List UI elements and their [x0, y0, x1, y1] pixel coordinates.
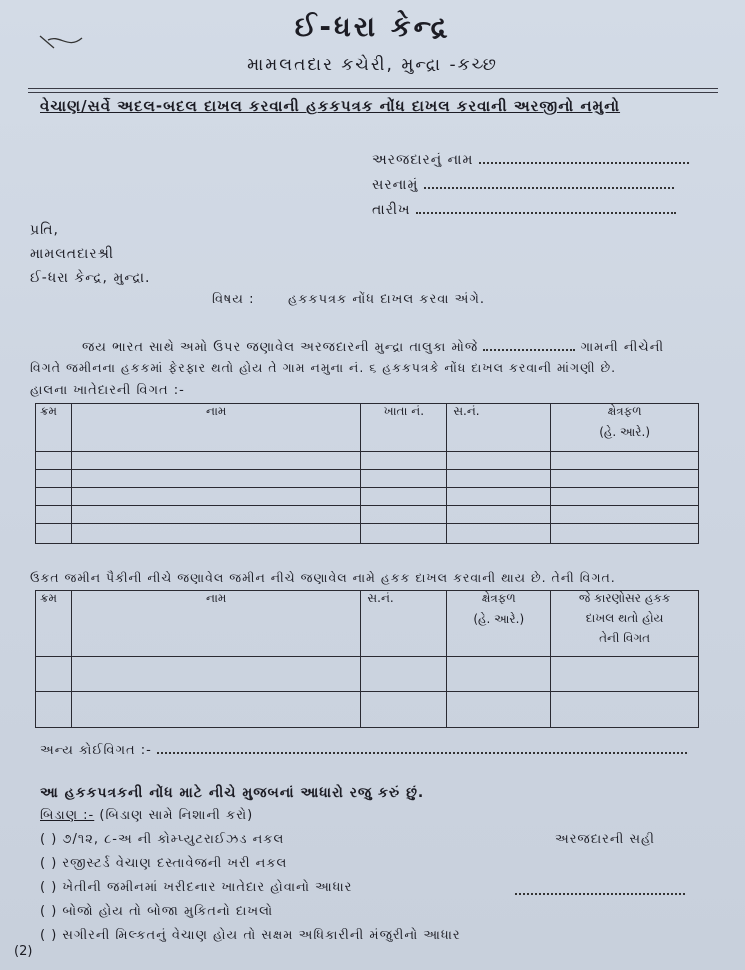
addressee-office: ઈ-ધરા કેન્દ્ર, મુન્દ્રા.: [30, 270, 151, 286]
table2-header-row: [36, 591, 699, 657]
top-rule: [28, 88, 718, 89]
table-row[interactable]: [36, 692, 699, 728]
enclosure-heading: [40, 808, 253, 823]
body-line-2: વિગતે જમીનના હકકમાં ફેરફાર થતો હોય તે ગામ નમુના નં. ૬ હકકપત્રકે નોંધ દાખલ કરવાની માંગણી છે.: [30, 360, 617, 375]
document-item-5[interactable]: [40, 928, 461, 943]
document-item-4-text: બોજો હોય તો બોજા મુકિતનો દાખલો: [62, 904, 274, 919]
table-row[interactable]: [36, 657, 699, 692]
applicant-name-blank[interactable]: [479, 150, 689, 164]
table2-header-area: [447, 591, 551, 657]
documents-intro: આ હકકપત્રકની નોંધ માટે નીચે મુજબનાં આધારો રજુ કરું છું.: [40, 785, 425, 801]
table1-header-survey-no: સ.નં.: [447, 404, 551, 452]
table2-reason-line-1: જે કારણોસર હકક: [578, 591, 671, 605]
applicant-date-blank[interactable]: [416, 200, 676, 214]
applicant-address-field[interactable]: [372, 175, 674, 193]
page-title: ઈ-ધરા કેન્દ્ર: [294, 10, 451, 43]
body-line-1-text: જય ભારત સાથે અમો ઉપર જણાવેલ અરજદારની મુન્દ્રા તાલુકા મોજે: [82, 340, 479, 355]
applicant-date-label: તારીખ: [372, 202, 411, 218]
enclosure-note: (બિડાણ સામે નિશાની કરો): [99, 808, 254, 823]
table1-caption: હાલના ખાતેદારની વિગત :-: [30, 383, 185, 398]
table2-area-label: ક્ષેત્રફળ: [481, 591, 516, 605]
table-row[interactable]: [36, 524, 699, 544]
document-item-3-text: ખેતીની જમીનમાં ખરીદનાર ખાતેદાર હોવાનો આધાર: [62, 880, 353, 895]
document-item-2[interactable]: [40, 856, 287, 871]
other-details-label: અન્ય કોઈવિગત :-: [40, 743, 152, 758]
document-checkbox-2[interactable]: ( ): [40, 856, 58, 871]
table-row[interactable]: [36, 452, 699, 470]
table2-header-survey-no: સ.નં.: [361, 591, 447, 657]
document-checkbox-3[interactable]: ( ): [40, 880, 58, 895]
table1-header-row: [36, 404, 699, 452]
document-item-2-text: રજીસ્ટર્ડ વેચાણ દસ્તાવેજની ખરી નકલ: [62, 856, 288, 871]
table2-header-serial: ક્રમ: [36, 591, 72, 657]
table1-header-serial: ક્રમ: [36, 404, 72, 452]
table1-area-label: ક્ષેત્રફળ: [607, 404, 642, 418]
current-holder-table: [35, 403, 699, 544]
subject-text: હકકપત્રક નોંધ દાખલ કરવા અંગે.: [288, 292, 485, 307]
applicant-address-blank[interactable]: [424, 175, 674, 189]
body-line-1-end: ગામની નીચેની: [580, 340, 665, 355]
table2-reason-line-2: દાખલ થતો હોય: [585, 611, 664, 625]
applicant-date-field[interactable]: [372, 200, 676, 218]
document-checkbox-4[interactable]: ( ): [40, 904, 58, 919]
document-item-1-text: ૭/૧૨, ૮-અ ની કોમ્પ્યુટરાઈઝડ નકલ: [62, 832, 285, 847]
table-row[interactable]: [36, 506, 699, 524]
document-item-1[interactable]: [40, 832, 284, 847]
document-item-4[interactable]: [40, 904, 273, 919]
top-rule-2: [28, 92, 718, 93]
village-blank[interactable]: [483, 337, 575, 351]
table2-caption: ઉકત જમીન પૈકીની નીચે જણાવેલ જમીન નીચે જણાવેલ નામે હકક દાખલ કરવાની થાય છે. તેની વિગત.: [30, 570, 616, 585]
other-details-field[interactable]: [40, 740, 687, 758]
applicant-address-label: સરનામું: [372, 177, 419, 193]
table1-header-name: નામ: [71, 404, 360, 452]
office-subtitle: મામલતદાર કચેરી, મુન્દ્રા -કચ્છ: [247, 55, 498, 75]
document-checkbox-5[interactable]: ( ): [40, 928, 58, 943]
document-item-3[interactable]: [40, 880, 352, 895]
new-rights-table: [35, 590, 699, 728]
other-details-blank[interactable]: [157, 740, 687, 754]
table2-area-unit: (હે. આરે.): [473, 612, 525, 626]
table1-header-area: [551, 404, 699, 452]
applicant-name-field[interactable]: [372, 150, 689, 168]
table2-header-name: નામ: [71, 591, 360, 657]
document-item-5-text: સગીરની મિલ્કતનું વેચાણ હોય તો સક્ષમ અધિકારીની મંજુરીનો આધાર: [62, 928, 461, 943]
signature-blank[interactable]: [515, 881, 685, 895]
applicant-name-label: અરજદારનું નામ: [372, 152, 474, 168]
document-checkbox-1[interactable]: ( ): [40, 832, 58, 847]
table-row[interactable]: [36, 470, 699, 488]
table1-header-account-no: ખાતા નં.: [361, 404, 447, 452]
enclosure-label: બિડાણ :-: [40, 808, 95, 823]
addressee-prati: પ્રતિ,: [30, 222, 59, 238]
table2-header-reason: [551, 591, 699, 657]
signature-line[interactable]: [515, 880, 685, 899]
applicant-signature-label: અરજદારની સહી: [555, 832, 655, 847]
form-heading: વેચાણ/સર્વે અદલ-બદલ દાખલ કરવાની હકકપત્રક નોંધ દાખલ કરવાની અરજીનો નમુનો: [40, 97, 621, 115]
table1-area-unit: (હે. આરે.): [599, 425, 650, 439]
addressee-officer: મામલતદારશ્રી: [30, 246, 114, 262]
body-line-1: [82, 337, 664, 355]
table-row[interactable]: [36, 488, 699, 506]
page-marker: (2): [14, 944, 33, 959]
table2-reason-line-3: તેની વિગત: [599, 631, 651, 645]
subject-label: વિષય :: [212, 292, 255, 307]
